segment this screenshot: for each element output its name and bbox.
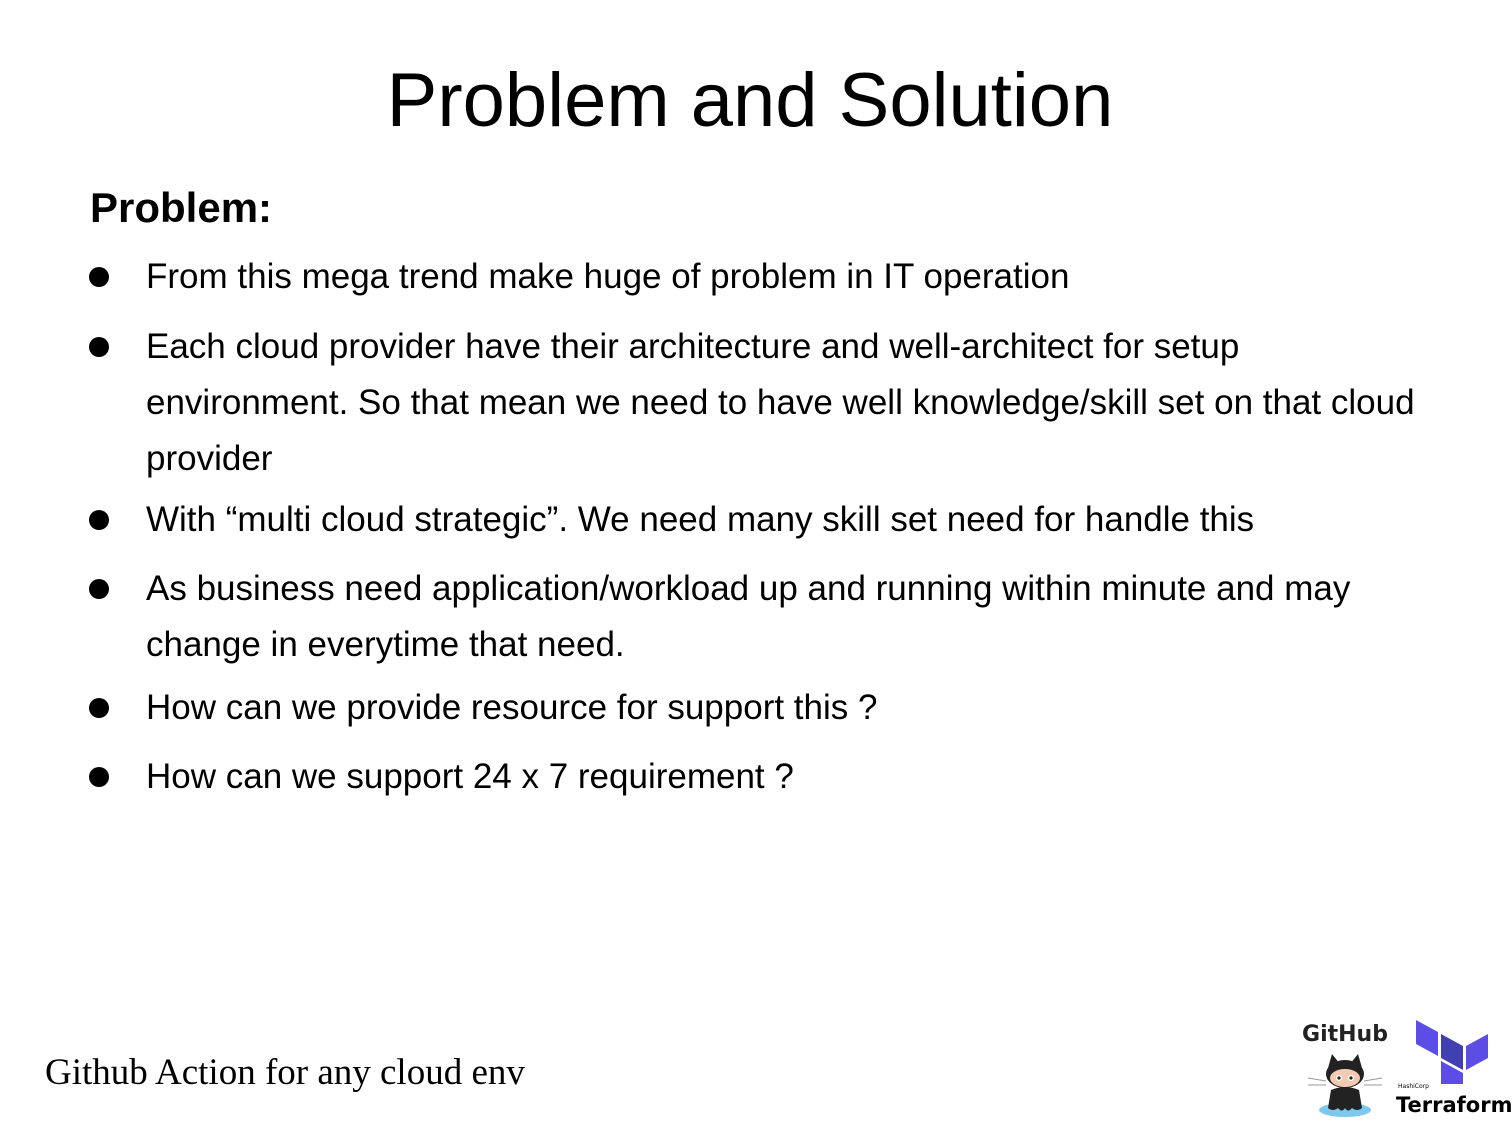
bullet-text: From this mega trend make huge of problem in IT operation [146,257,1070,296]
bullet-dot-icon [89,579,109,599]
github-wordmark: GitHub [1302,1022,1388,1047]
slide-title: Problem and Solution [386,58,1114,143]
github-logo [1300,1020,1390,1120]
octocat-icon [1300,1050,1390,1120]
bullet-text: As business need application/workload up and running within minute and may change in everytime that need. [146,569,1351,664]
bullet-dot-icon [89,698,109,718]
terraform-logo [1394,1018,1512,1120]
hashicorp-wordmark: HashiCorp [1398,1083,1429,1090]
bullet-text: Each cloud provider have their architecture and well-architect for setup environment. So that mean we need to have well knowledge/skill set on that cloud provider [146,327,1415,478]
terraform-wordmark: Terraform [1396,1093,1512,1117]
terraform-icon [1394,1018,1494,1084]
section-heading-problem: Problem: [90,184,273,231]
bullet-dot-icon [89,337,109,357]
bullet-dot-icon [89,267,109,287]
bullet-dot-icon [89,767,109,787]
bullet-dot-icon [89,510,109,530]
footer-text: Github Action for any cloud env [45,1052,525,1093]
bullet-text: With “multi cloud strategic”. We need many skill set need for handle this [146,500,1255,539]
bullet-text: How can we provide resource for support this ? [146,688,878,727]
bullet-text: How can we support 24 x 7 requirement ? [146,757,794,796]
